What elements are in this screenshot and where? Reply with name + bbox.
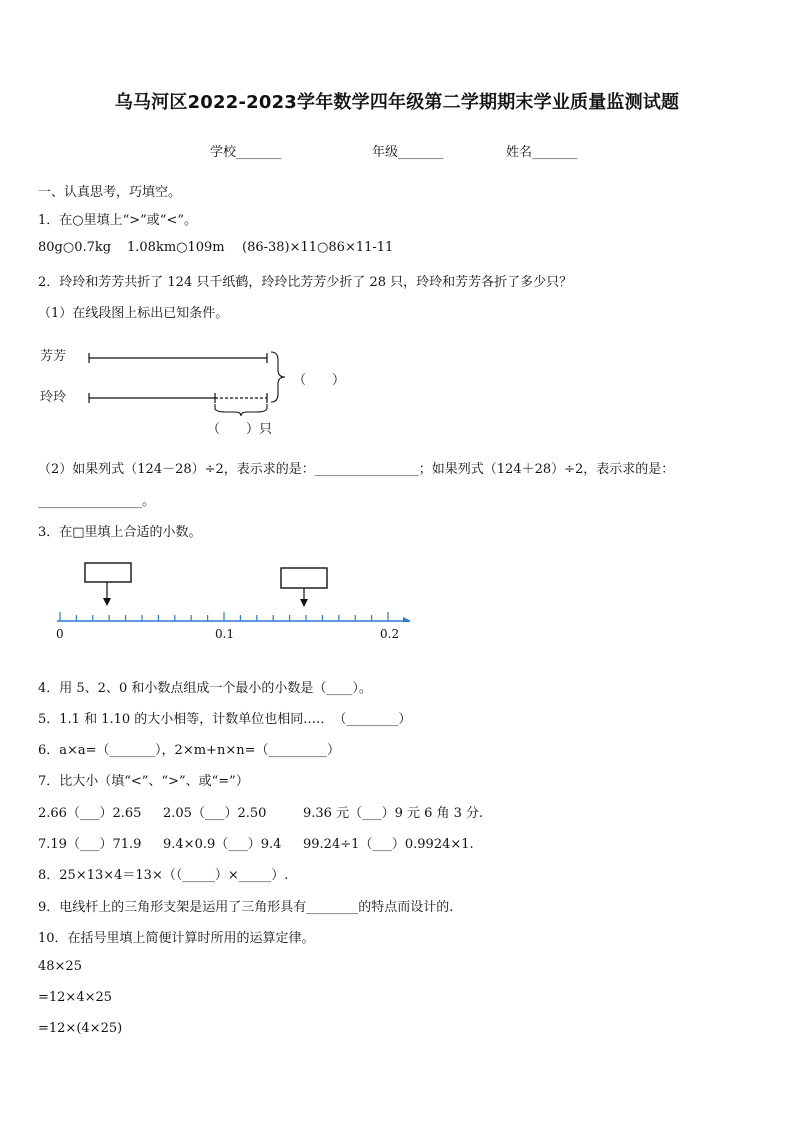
- answer-box-2: [281, 568, 327, 588]
- q7-row1-item3: 9.36 元（___）9 元 6 角 3 分.: [303, 806, 484, 821]
- q1-item-3: (86-38)×11○86×11-11: [242, 240, 394, 255]
- q7-row2-item1: 7.19（___）71.9: [38, 837, 142, 852]
- q2-sub2: （2）如果列式（124－28）÷2，表示求的是：________________；如果列式（124＋28）÷2，表示求的是：: [38, 462, 675, 477]
- grade-field: 年级_______: [372, 145, 444, 160]
- q10-line-2: =12×4×25: [38, 990, 113, 1005]
- q2-sub2-continued: ________________。: [38, 494, 156, 509]
- label-lingling: 玲玲: [40, 390, 67, 405]
- question-2: 2．玲玲和芳芳共折了 124 只千纸鹤，玲玲比芳芳少折了 28 只，玲玲和芳芳各折了多少只？: [38, 275, 573, 290]
- tick-label-0.2: 0.2: [380, 627, 400, 641]
- question-3: 3．在□里填上合适的小数。: [38, 525, 202, 540]
- question-9: 9．电线杆上的三角形支架是运用了三角形具有________的特点而设计的.: [38, 900, 454, 915]
- question-6: 6．a×a=（_______），2×m+n×n=（_________）: [38, 743, 340, 758]
- question-7: 7．比大小（填“<”、“>”、或“=”）: [38, 774, 249, 789]
- number-line: [48, 560, 418, 622]
- tick-label-0.1: 0.1: [215, 627, 235, 641]
- q7-row1-item2: 2.05（___）2.50: [163, 806, 267, 821]
- question-4: 4．用 5、2、0 和小数点组成一个最小的小数是（____）。: [38, 681, 372, 696]
- tick-label-0: 0: [56, 627, 64, 641]
- label-fangfang: 芳芳: [40, 349, 67, 364]
- q7-row2-item3: 99.24÷1（___）0.9924×1.: [303, 837, 474, 852]
- bottom-paren: （ ）只: [207, 422, 273, 437]
- q7-row2-item2: 9.4×0.9（___）9.4: [163, 837, 282, 852]
- section-heading: 一、认真思考，巧填空。: [38, 185, 182, 200]
- page-title: 乌马河区2022-2023学年数学四年级第二学期期末学业质量监测试题: [114, 92, 680, 113]
- q2-sub1: （1）在线段图上标出已知条件。: [38, 306, 229, 321]
- q10-line-3: =12×(4×25): [38, 1021, 123, 1036]
- question-10: 10．在括号里填上简便计算时所用的运算定律。: [38, 931, 315, 946]
- q7-row1-item1: 2.66（___）2.65: [38, 806, 142, 821]
- question-8: 8．25×13×4＝13×（（_____）×_____）.: [38, 868, 289, 883]
- question-1: 1．在○里填上“>”或“<”。: [38, 213, 197, 228]
- question-5: 5．1.1 和 1.10 的大小相等，计数单位也相同.…． （________）: [38, 712, 412, 727]
- q1-item-1: 80g○0.7kg: [38, 240, 112, 255]
- school-field: 学校_______: [210, 145, 282, 160]
- q1-item-2: 1.08km○109m: [127, 240, 225, 255]
- brace-paren: （ ）: [293, 373, 346, 388]
- name-field: 姓名_______: [506, 145, 578, 160]
- q10-line-1: 48×25: [38, 959, 82, 974]
- answer-box-1: [85, 563, 131, 582]
